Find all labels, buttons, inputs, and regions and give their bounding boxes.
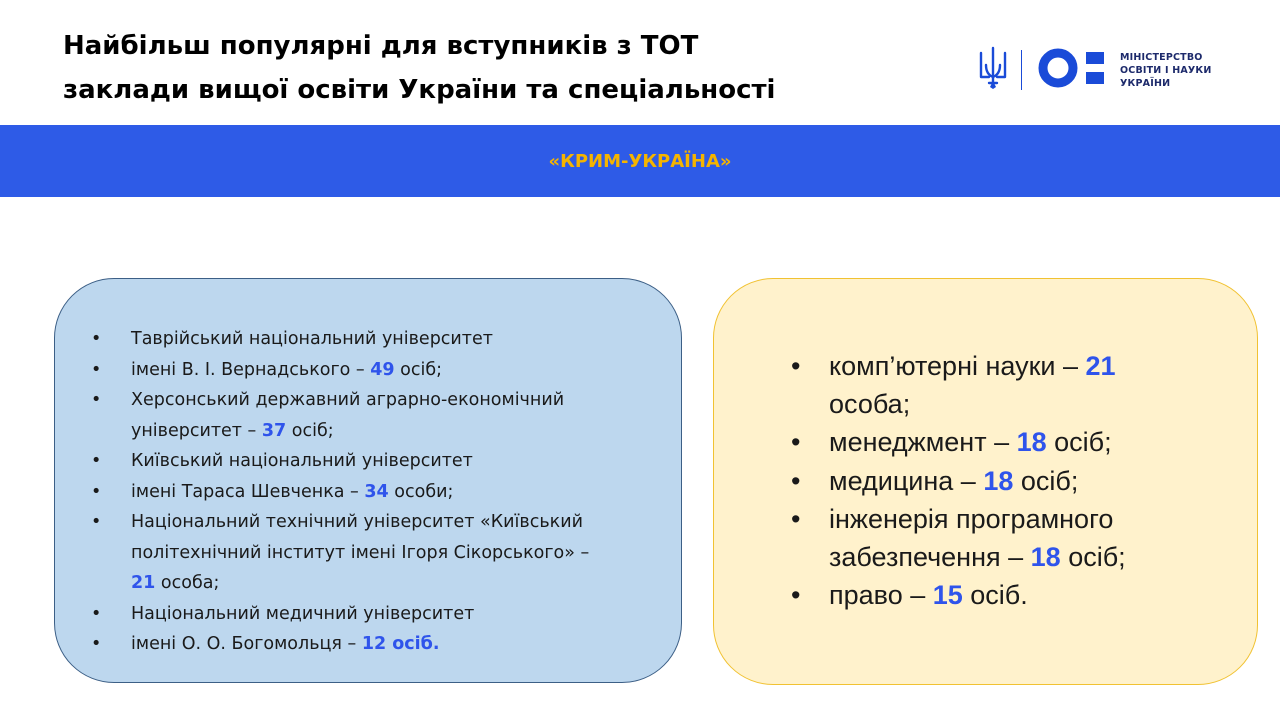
specialties-list xyxy=(791,347,1221,614)
list-item xyxy=(791,385,1221,423)
list-item xyxy=(791,576,1221,614)
universities-card xyxy=(54,278,682,683)
list-item xyxy=(91,355,671,386)
list-item xyxy=(91,416,671,447)
item-text: університет – xyxy=(131,420,262,441)
item-text: Національний медичний університет xyxy=(131,603,475,624)
item-text: комп’ютерні науки – xyxy=(829,351,1086,381)
item-text: Таврійський національний університет xyxy=(131,329,493,349)
item-text: менеджмент – xyxy=(829,427,1017,458)
list-item xyxy=(91,385,671,416)
item-text: медицина – xyxy=(829,465,984,496)
list-item xyxy=(791,423,1221,461)
universities-list xyxy=(91,324,671,660)
list-item xyxy=(791,462,1221,500)
item-text: забезпечення – xyxy=(829,542,1031,573)
banner-title: «КРИМ-УКРАЇНА» xyxy=(548,150,732,172)
item-text: Київський національний університет xyxy=(131,451,473,471)
item-text: осіб; xyxy=(394,359,443,380)
list-item xyxy=(791,500,1221,538)
list-item xyxy=(91,477,671,508)
item-text: інженерія програмного xyxy=(829,503,1114,534)
item-text: Національний технічний університет «Київський xyxy=(131,512,583,532)
count-value: 18 xyxy=(1030,542,1061,573)
count-value: 18 xyxy=(983,465,1014,496)
item-text: політехнічний інститут імені Ігоря Сікорського» – xyxy=(131,542,590,563)
trident-icon xyxy=(978,45,1008,96)
count-value: 37 xyxy=(261,420,287,441)
specialties-card xyxy=(713,278,1258,685)
count-value: 15 xyxy=(932,580,963,611)
count-value: 12 осіб. xyxy=(361,634,440,654)
page-title xyxy=(63,24,893,112)
item-text: імені Тараса Шевченка – xyxy=(131,481,365,502)
count-value: 49 xyxy=(370,359,395,380)
title-line-2: заклади вищої освіти України та спеціальності xyxy=(63,75,776,105)
item-text: осіб; xyxy=(286,420,334,441)
count-value: 18 xyxy=(1016,427,1047,458)
list-item xyxy=(91,568,671,599)
list-item xyxy=(91,629,671,660)
item-text: особа; xyxy=(829,389,911,420)
item-text: особа; xyxy=(155,573,220,593)
item-text: осіб; xyxy=(1013,465,1079,496)
item-text: імені О. О. Богомольця – xyxy=(131,634,362,654)
mon-icon xyxy=(1036,45,1110,96)
list-item xyxy=(791,347,1221,385)
list-item xyxy=(91,507,671,538)
item-text: Херсонський державний аграрно-економічний xyxy=(131,390,565,410)
list-item xyxy=(91,538,671,569)
count-value: 21 xyxy=(1085,351,1116,381)
item-text: осіб; xyxy=(1060,542,1126,573)
logo-divider xyxy=(1021,50,1022,90)
list-item xyxy=(91,446,671,477)
list-item xyxy=(91,324,671,355)
region-banner xyxy=(0,125,1280,197)
item-text: імені В. І. Вернадського – xyxy=(131,359,371,380)
ministry-logo xyxy=(978,46,1212,94)
count-value: 21 xyxy=(131,573,156,593)
list-item xyxy=(791,538,1221,576)
count-value: 34 xyxy=(364,481,389,502)
item-text: право – xyxy=(829,580,933,611)
logo-text: МІНІСТЕРСТВО ОСВІТИ І НАУКИ УКРАЇНИ xyxy=(1120,51,1212,89)
title-line-1: Найбільш популярні для вступників з ТОТ xyxy=(63,31,699,61)
item-text: особи; xyxy=(388,481,454,502)
item-text: осіб; xyxy=(1046,427,1112,458)
item-text: осіб. xyxy=(962,580,1028,611)
list-item xyxy=(91,599,671,630)
